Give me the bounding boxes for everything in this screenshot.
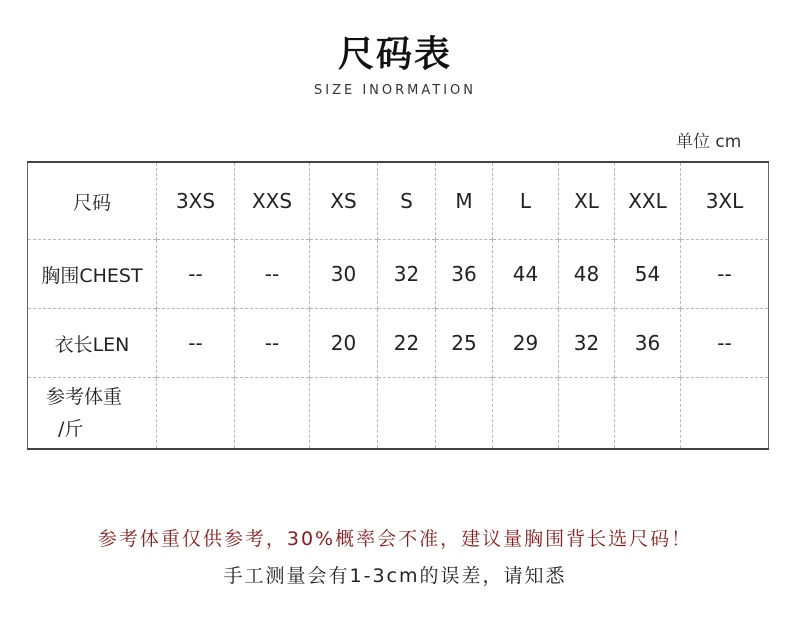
- table-cell: 36: [436, 240, 493, 309]
- header-cell-l: L: [493, 162, 559, 240]
- row-label-chest: 胸围CHEST: [28, 240, 157, 309]
- table-cell: [493, 378, 559, 450]
- table-cell: --: [235, 309, 310, 378]
- table-row-chest: [28, 240, 769, 309]
- table-cell: 44: [493, 240, 559, 309]
- table-cell: --: [681, 309, 769, 378]
- page-title: 尺码表: [337, 34, 452, 75]
- table-cell: 54: [615, 240, 681, 309]
- table-cell: [681, 378, 769, 450]
- unit-label: 单位 cm: [676, 132, 742, 152]
- table-row-length: [28, 309, 769, 378]
- measurement-error-note: 手工测量会有1-3cm的误差，请知悉: [223, 565, 567, 587]
- weight-label-text: 参考体重: [46, 386, 123, 408]
- table-cell: --: [681, 240, 769, 309]
- table-cell: 48: [559, 240, 615, 309]
- table-row-weight: [28, 378, 769, 450]
- table-cell: 32: [559, 309, 615, 378]
- header-cell-xxl: XXL: [615, 162, 681, 240]
- row-label-weight: [28, 378, 157, 450]
- row-label-length: 衣长LEN: [28, 309, 157, 378]
- table-cell: [615, 378, 681, 450]
- table-cell: [436, 378, 493, 450]
- table-cell: [157, 378, 235, 450]
- header-cell-m: M: [436, 162, 493, 240]
- table-cell: 32: [378, 240, 436, 309]
- header-cell-s: S: [378, 162, 436, 240]
- table-cell: [378, 378, 436, 450]
- table-cell: 30: [310, 240, 378, 309]
- weight-disclaimer-note: 参考体重仅供参考，30%概率会不准，建议量胸围背长选尺码！: [97, 528, 693, 550]
- table-cell: 22: [378, 309, 436, 378]
- table-cell: --: [157, 240, 235, 309]
- header-cell-3xs: 3XS: [157, 162, 235, 240]
- table-cell: [559, 378, 615, 450]
- table-cell: 20: [310, 309, 378, 378]
- header-cell-xl: XL: [559, 162, 615, 240]
- table-cell: 36: [615, 309, 681, 378]
- table-cell: --: [157, 309, 235, 378]
- weight-unit-text: /斤: [58, 418, 84, 440]
- header-row: [28, 162, 769, 240]
- table-cell: 29: [493, 309, 559, 378]
- header-cell-3xl: 3XL: [681, 162, 769, 240]
- table-cell: [310, 378, 378, 450]
- header-cell-xxs: XXS: [235, 162, 310, 240]
- table-cell: --: [235, 240, 310, 309]
- header-cell-xs: XS: [310, 162, 378, 240]
- table-cell: [235, 378, 310, 450]
- size-table: [27, 161, 769, 450]
- page-subtitle: SIZE INORMATION: [314, 83, 476, 98]
- header-cell-size: 尺码: [72, 191, 111, 214]
- table-cell: 25: [436, 309, 493, 378]
